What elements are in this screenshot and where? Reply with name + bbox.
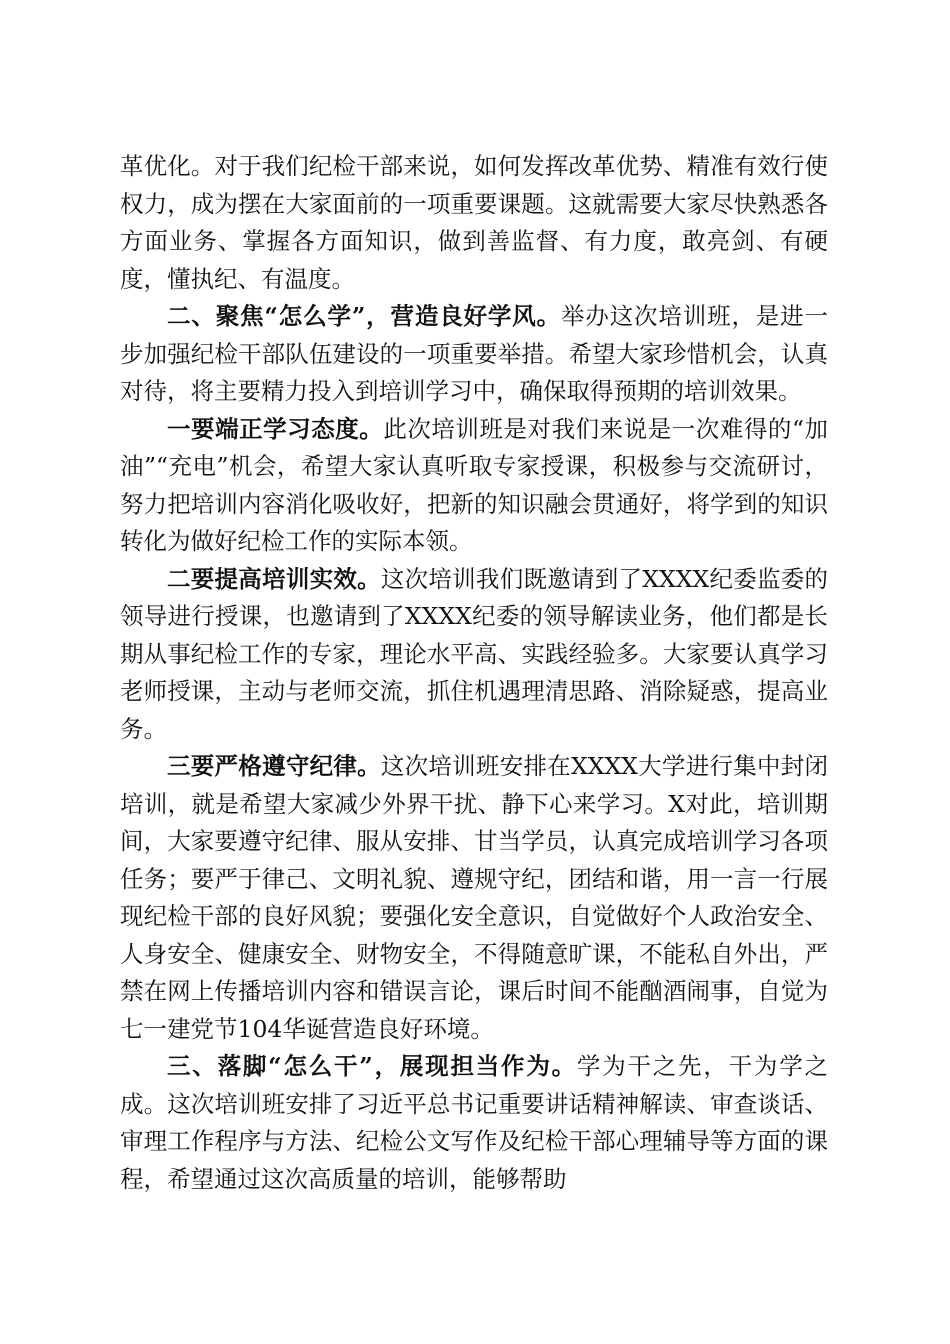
paragraph-text: 这次培训班安排在XXXX大学进行集中封闭培训，就是希望大家减少外界干扰、静下心来学习。X对此，培训期间，大家要遵守纪律、服从安排、甘当学员，认真完成培训学习各项任务；要严于律己、文明礼貌、遵规守纪，团结和谐，用一言一行展现纪检干部的良好风貌；要强化安全意识，自觉做好个人政治安全、人身安全、健康安全、财物安全，不得随意旷课，不能私自外出，严禁在网上传播培训内容和错误言论，课后时间不能酗酒闹事，自觉为七一建党节104华诞营造良好环境。	[120, 752, 829, 1043]
paragraph-heading: 三、落脚“怎么干”，展现担当作为。	[167, 1052, 577, 1080]
paragraph-heading: 一要端正学习态度。	[167, 414, 384, 443]
paragraph-point-three	[120, 748, 828, 1048]
paragraph-section-two	[120, 298, 828, 411]
paragraph-heading: 三要严格遵守纪律。	[167, 752, 381, 780]
paragraph-continuation	[120, 148, 828, 298]
paragraph-point-one	[120, 411, 828, 561]
paragraph-text: 学为干之先，干为学之成。这次培训班安排了习近平总书记重要讲话精神解读、审查谈话、审理工作程序与方法、纪检公文写作及纪检干部心理辅导等方面的课程，希望通过这次高质量的培训，能够帮助	[120, 1052, 829, 1193]
paragraph-text: 这次培训我们既邀请到了XXXX纪委监委的领导进行授课，也邀请到了XXXX纪委的领导解读业务，他们都是长期从事纪检工作的专家，理论水平高、实践经验多。大家要认真学习老师授课，主动与老师交流，抓住机遇理清思路、消除疑惑，提高业务。	[120, 564, 829, 743]
paragraph-text: 此次培训班是对我们来说是一次难得的“加油”“充电”机会，希望大家认真听取专家授课，积极参与交流研讨，努力把培训内容消化吸收好，把新的知识融会贯通好，将学到的知识转化为做好纪检工作的实际本领。	[120, 414, 828, 555]
paragraph-text: 革优化。对于我们纪检干部来说，如何发挥改革优势、精准有效行使权力，成为摆在大家面前的一项重要课题。这就需要大家尽快熟悉各方面业务、掌握各方面知识，做到善监督、有力度，敢亮剑、有硬度，懂执纪、有温度。	[120, 152, 828, 293]
paragraph-text: 举办这次培训班，是进一步加强纪检干部队伍建设的一项重要举措。希望大家珍惜机会，认真对待，将主要精力投入到培训学习中，确保取得预期的培训效果。	[120, 302, 829, 405]
paragraph-heading: 二要提高培训实效。	[167, 564, 381, 593]
document-page	[120, 148, 828, 1198]
paragraph-section-three	[120, 1048, 828, 1198]
paragraph-point-two	[120, 561, 828, 749]
paragraph-heading: 二、聚焦“怎么学”，营造良好学风。	[167, 302, 561, 330]
